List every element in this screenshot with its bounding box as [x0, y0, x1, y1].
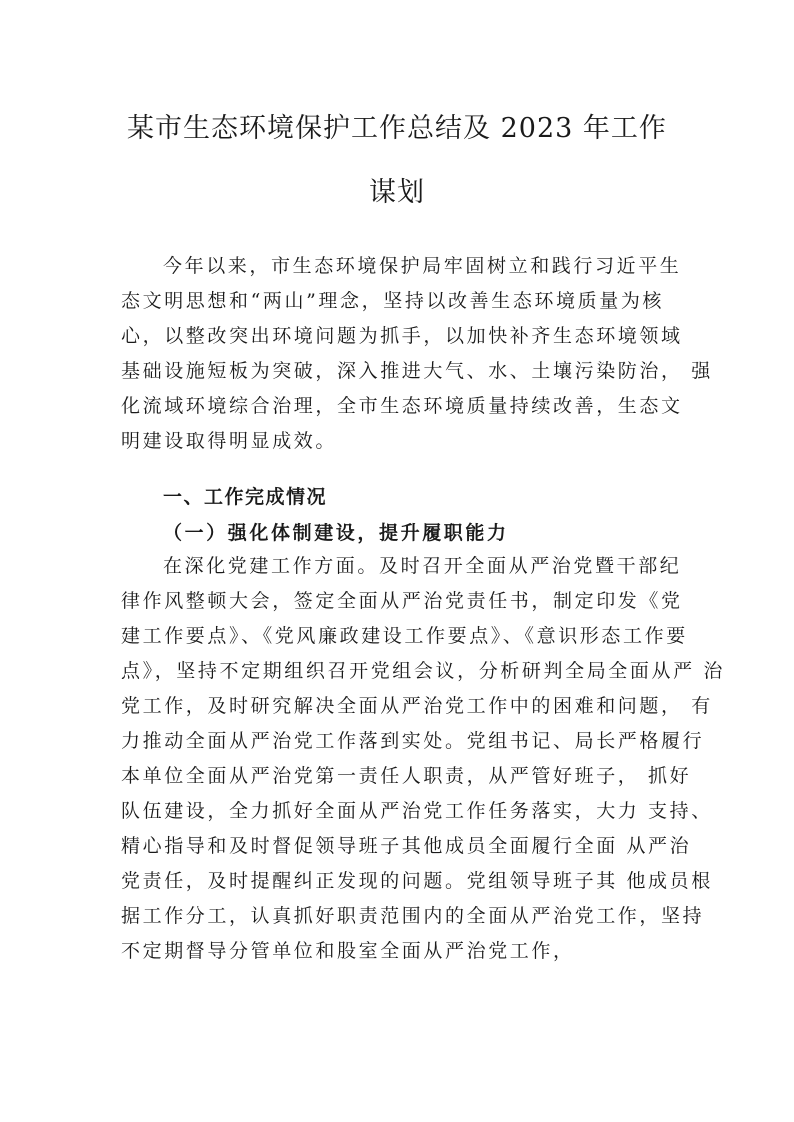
body-line: 精心指导和及时督促领导班子其他成员全面履行全面 从严治: [121, 835, 692, 857]
document-title-line-1: 某市生态环境保护工作总结及 2023 年工作: [127, 113, 667, 144]
intro-line: 化流域环境综合治理，全市生态环境质量持续改善，生态文: [121, 395, 683, 417]
body-line: 本单位全面从严治党第一责任人职责，从严管好班子， 抓好: [121, 765, 692, 787]
body-line: 党责任，及时提醒纠正发现的问题。党组领导班子其 他成员根: [121, 870, 713, 892]
intro-line: 心，以整改突出环境问题为抓手，以加快补齐生态环境领域: [121, 325, 683, 347]
body-line: 点》，坚持不定期组织召开党组会议，分析研判全局全面从严 治: [121, 660, 725, 682]
body-line: 建工作要点》、《党风廉政建设工作要点》、《意识形态工作要: [121, 625, 688, 647]
document-title-line-2: 谋划: [369, 177, 425, 208]
body-line: 律作风整顿大会，签定全面从严治党责任书，制定印发《党: [121, 590, 683, 612]
body-line: 在深化党建工作方面。及时召开全面从严治党暨干部纪: [163, 555, 682, 577]
body-line: 不定期督导分管单位和股室全面从严治党工作，: [121, 940, 575, 962]
body-line: 党工作，及时研究解决全面从严治党工作中的困难和问题， 有: [121, 695, 713, 717]
intro-line: 基础设施短板为突破，深入推进大气、水、土壤污染防治， 强: [121, 360, 713, 382]
section-heading: 一、工作完成情况: [163, 486, 328, 508]
intro-line: 态文明思想和“两山”理念，坚持以改善生态环境质量为核: [121, 290, 665, 312]
body-line: 据工作分工，认真抓好职责范围内的全面从严治党工作，坚持: [121, 905, 705, 927]
body-line: 队伍建设，全力抓好全面从严治党工作任务落实，大力 支持、: [121, 800, 713, 822]
intro-line: 今年以来，市生态环境保护局牢固树立和践行习近平生: [163, 255, 682, 277]
subsection-heading: （一）强化体制建设，提升履职能力: [163, 522, 509, 544]
intro-line: 明建设取得明显成效。: [121, 430, 338, 452]
body-line: 力推动全面从严治党工作落到实处。党组书记、局长严格履行: [121, 730, 705, 752]
